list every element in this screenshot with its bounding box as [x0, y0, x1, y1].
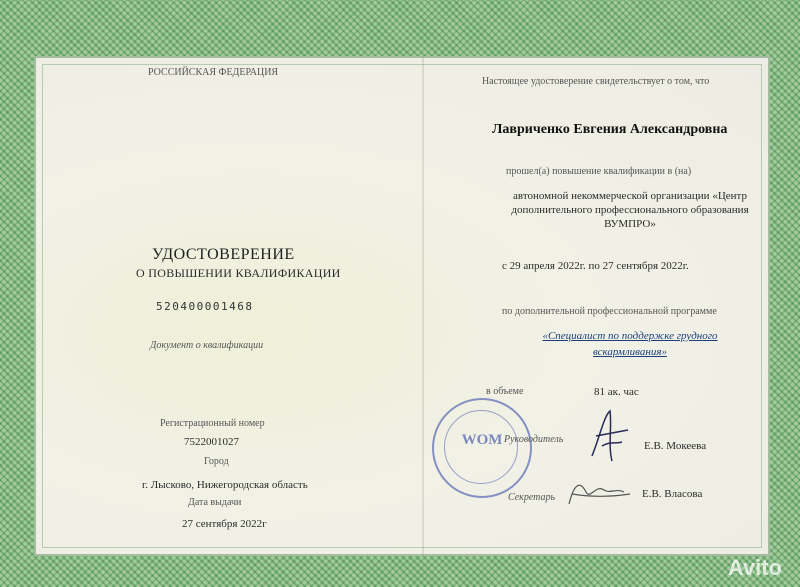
secretary-name: Е.В. Власова	[642, 488, 703, 500]
certificate-title: УДОСТОВЕРЕНИЕ	[152, 246, 295, 263]
program-label: по дополнительной профессиональной программе	[502, 306, 717, 317]
director-signature	[582, 406, 632, 466]
volume-hours: 81 ак. час	[594, 386, 639, 398]
secretary-label: Секретарь	[508, 492, 556, 503]
director-label: Руководитель	[504, 434, 564, 445]
program-line-1: «Специалист по поддержке грудного	[542, 330, 718, 342]
country-label: РОССИЙСКАЯ ФЕДЕРАЦИЯ	[148, 67, 279, 78]
intro-text: Настоящее удостоверение свидетельствует о том, что	[482, 76, 710, 87]
seal-logo-text: WOM	[461, 432, 503, 448]
volume-label: в объеме	[486, 386, 524, 397]
certificate-subtitle: О ПОВЫШЕНИИ КВАЛИФИКАЦИИ	[136, 266, 341, 280]
center-fold	[422, 56, 424, 556]
org-line-1: автономной некоммерческой организации «Центр	[513, 190, 747, 202]
document-type: Документ о квалификации	[150, 340, 264, 351]
organization-seal	[432, 398, 532, 498]
director-name: Е.В. Мокеева	[644, 440, 707, 452]
city: г. Лысково, Нижегородская область	[142, 479, 308, 491]
avito-watermark: Avito	[727, 555, 782, 580]
city-label: Город	[204, 456, 229, 467]
holder-name: Лавриченко Евгения Александровна	[492, 122, 728, 137]
study-period: с 29 апреля 2022г. по 27 сентября 2022г.	[502, 260, 689, 272]
program-line-2: вскармливания»	[593, 346, 667, 358]
passed-text: прошел(а) повышение квалификации в (на)	[506, 166, 692, 177]
reg-number-label: Регистрационный номер	[160, 418, 265, 429]
certificate-paper	[34, 56, 770, 556]
issue-date: 27 сентября 2022г	[182, 518, 267, 530]
serial-number: 520400001468	[156, 300, 254, 313]
org-line-3: ВУМПРО»	[604, 218, 656, 230]
secretary-signature	[564, 474, 634, 510]
org-line-2: дополнительного профессионального образования	[511, 204, 749, 216]
reg-number: 7522001027	[184, 436, 239, 448]
date-label: Дата выдачи	[188, 497, 242, 508]
